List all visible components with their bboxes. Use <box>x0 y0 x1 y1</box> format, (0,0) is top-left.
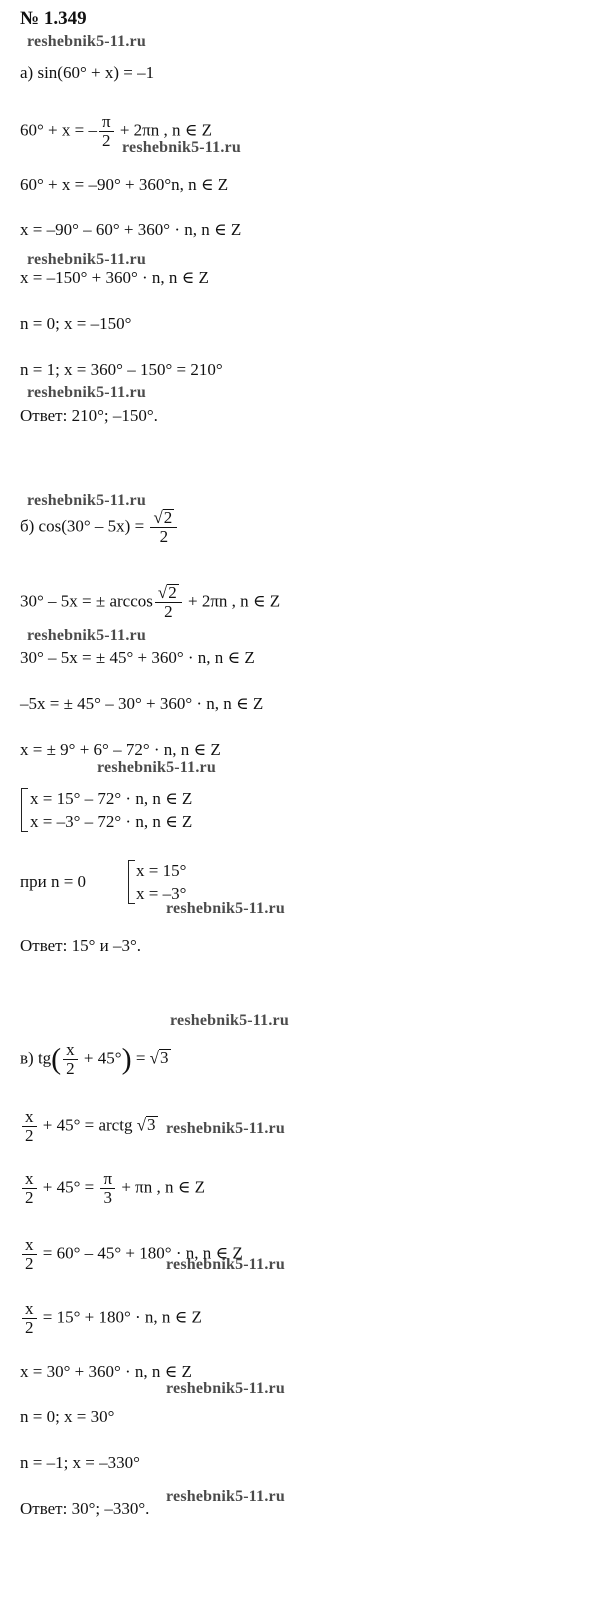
part-b-line-3: –5x = ± 45° – 30° + 360° · n, n ∈ Z <box>20 694 264 713</box>
denominator: 2 <box>102 131 111 150</box>
numerator: x <box>22 1236 37 1255</box>
expr-rhs: + 45° = arctg <box>42 1115 133 1135</box>
watermark: reshebnik5-11.ru <box>97 759 216 776</box>
expr-mid: + 45° <box>83 1048 122 1068</box>
part-a-title: а) sin(60° + x) = –1 <box>20 63 155 82</box>
part-c-line-3 <box>20 1236 243 1273</box>
pi-over-3-fraction <box>100 1170 115 1207</box>
denominator: 2 <box>25 1126 34 1145</box>
denominator: 2 <box>25 1254 34 1273</box>
watermark: reshebnik5-11.ru <box>166 1488 285 1505</box>
radicand: 2 <box>168 583 177 602</box>
problem-number: № 1.349 <box>20 8 87 29</box>
expr-lhs: 60° + x = – <box>20 120 97 140</box>
system-bracket <box>128 860 135 904</box>
x-over-2-fraction <box>22 1300 37 1337</box>
part-c-title: в) tg( $\frac{x}{2}$ + 45°) = √3 <box>20 1040 169 1078</box>
watermark: reshebnik5-11.ru <box>122 139 241 156</box>
part-c-line-5: x = 30° + 360° · n, n ∈ Z <box>20 1362 192 1381</box>
expr-lhs: 30° – 5x = ± arccos <box>20 591 153 611</box>
radicand: 3 <box>160 1048 169 1068</box>
x-over-2-fraction <box>63 1041 78 1078</box>
numerator: √2 <box>150 509 177 528</box>
watermark: reshebnik5-11.ru <box>166 900 285 917</box>
radicand: 3 <box>147 1115 156 1135</box>
denominator: 2 <box>25 1318 34 1337</box>
close-paren: ) <box>121 1042 132 1076</box>
expr-rhs: + πn , n ∈ Z <box>121 1177 205 1197</box>
watermark: reshebnik5-11.ru <box>170 1012 289 1029</box>
part-b-title <box>20 509 179 546</box>
numerator: x <box>22 1170 37 1189</box>
denominator: 2 <box>164 602 173 621</box>
part-c-line-6: n = 0; x = 30° <box>20 1407 115 1426</box>
expr-lhs: б) cos(30° – 5x) = <box>20 516 145 536</box>
equals-sign: = <box>135 1048 146 1068</box>
denominator: 2 <box>25 1188 34 1207</box>
numerator: x <box>22 1300 37 1319</box>
tg-label: в) tg <box>20 1048 52 1068</box>
part-a-line-6: n = 1; x = 360° – 150° = 210° <box>20 360 223 379</box>
part-c-line-4 <box>20 1300 202 1337</box>
watermark: reshebnik5-11.ru <box>27 251 146 268</box>
watermark: reshebnik5-11.ru <box>166 1120 285 1137</box>
watermark: reshebnik5-11.ru <box>27 492 146 509</box>
expr-rhs: + 2πn , n ∈ Z <box>119 120 212 140</box>
pi-over-2-fraction <box>99 113 114 150</box>
expr-rhs: = 15° + 180° · n, n ∈ Z <box>42 1307 202 1327</box>
denominator: 2 <box>159 527 169 546</box>
expr-rhs: = 60° – 45° + 180° · n, n ∈ Z <box>42 1243 243 1263</box>
part-c-line-1: $\frac{x}{2}$ + 45° = arctg √3 <box>20 1108 158 1145</box>
watermark: reshebnik5-11.ru <box>166 1256 285 1273</box>
system-row-2: x = –3° – 72° · n, n ∈ Z <box>30 812 193 831</box>
part-a-answer: Ответ: 210°; –150°. <box>20 406 158 425</box>
system-bracket <box>21 788 28 832</box>
radicand: 2 <box>163 508 173 527</box>
part-c-line-2 <box>20 1170 205 1207</box>
watermark: reshebnik5-11.ru <box>166 1380 285 1397</box>
sqrt2-over-2-fraction <box>150 509 177 546</box>
part-b-answer: Ответ: 15° и –3°. <box>20 936 142 955</box>
x-over-2-fraction <box>22 1170 37 1207</box>
numerator: x <box>22 1108 37 1127</box>
numerator: π <box>100 1170 115 1189</box>
part-c-line-7: n = –1; x = –330° <box>20 1453 140 1472</box>
watermark: reshebnik5-11.ru <box>27 33 146 50</box>
watermark: reshebnik5-11.ru <box>27 627 146 644</box>
open-paren: ( <box>51 1042 62 1076</box>
sqrt2-over-2-fraction <box>155 584 182 621</box>
part-a-line-4: x = –150° + 360° · n, n ∈ Z <box>20 268 209 287</box>
part-a-line-2: 60° + x = –90° + 360°n, n ∈ Z <box>20 175 229 194</box>
numerator: π <box>99 113 114 132</box>
part-a-line-5: n = 0; x = –150° <box>20 314 132 333</box>
numerator: x <box>63 1041 78 1060</box>
part-a-line-1 <box>20 113 212 150</box>
part-b-line-1 <box>20 584 280 621</box>
part-c-answer: Ответ: 30°; –330°. <box>20 1499 150 1518</box>
system-row-1: x = 15° <box>136 861 187 880</box>
part-b-line-2: 30° – 5x = ± 45° + 360° · n, n ∈ Z <box>20 648 255 667</box>
watermark: reshebnik5-11.ru <box>27 384 146 401</box>
expr-mid: + 45° = <box>42 1177 95 1197</box>
part-b-line-4: x = ± 9° + 6° – 72° · n, n ∈ Z <box>20 740 221 759</box>
numerator: √2 <box>155 584 182 603</box>
x-over-2-fraction <box>22 1236 37 1273</box>
denominator: 2 <box>66 1059 75 1078</box>
x-over-2-fraction <box>22 1108 37 1145</box>
expr-rhs: + 2πn , n ∈ Z <box>187 591 281 611</box>
part-a-line-3: x = –90° – 60° + 360° · n, n ∈ Z <box>20 220 242 239</box>
denominator: 3 <box>103 1188 113 1207</box>
when-n-equals-0: при n = 0 <box>20 872 87 891</box>
system-row-2: x = –3° <box>136 884 187 903</box>
system-row-1: x = 15° – 72° · n, n ∈ Z <box>30 789 193 808</box>
